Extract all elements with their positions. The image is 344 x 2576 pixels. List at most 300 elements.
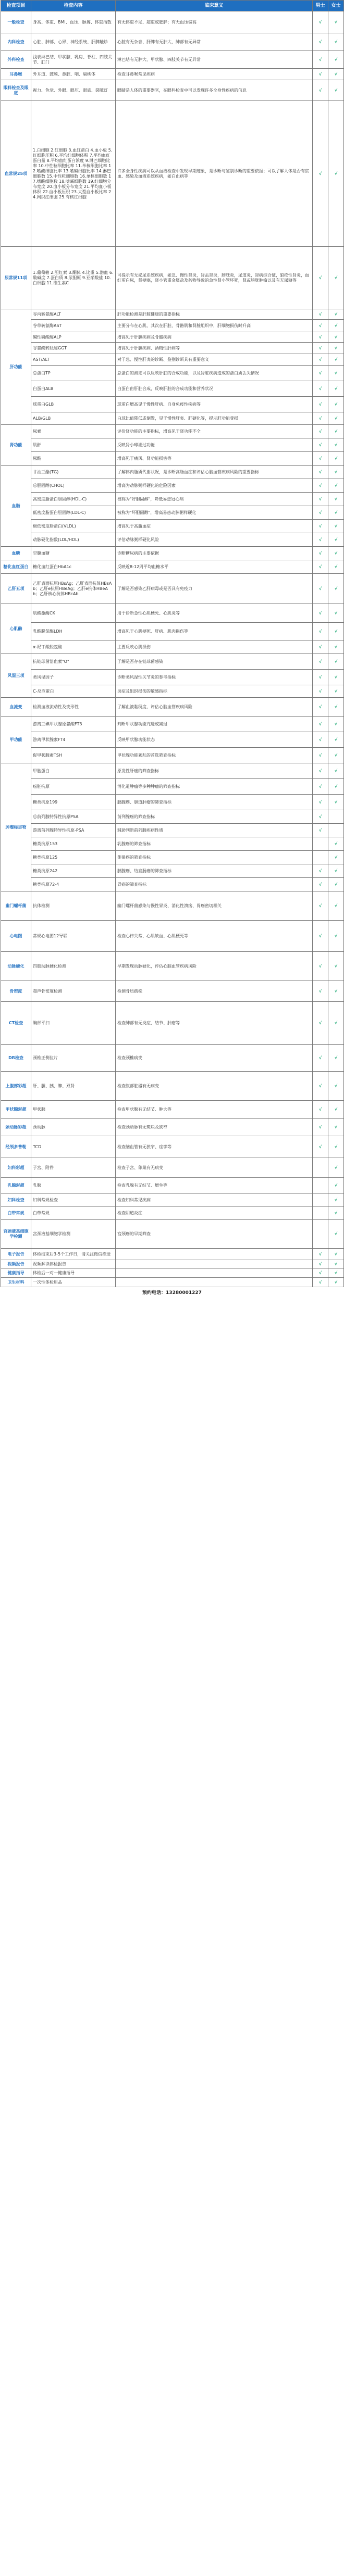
- meaning-cell: 增高见于痛风、肾功能损害等: [116, 452, 313, 466]
- male-mark-cell: √: [313, 732, 328, 748]
- meaning-cell: 淋巴结有无肿大、甲状腺、四肢关节有无异常: [116, 51, 313, 69]
- female-mark-cell: √: [328, 795, 344, 810]
- item-cell: 抗体检测: [31, 891, 116, 921]
- male-mark-cell: √: [313, 425, 328, 438]
- table-row: [1, 604, 344, 623]
- male-mark-cell: √: [313, 878, 328, 891]
- female-mark-cell: √: [328, 309, 344, 320]
- table-row: [1, 247, 344, 309]
- item-cell: 甲状腺: [31, 1101, 116, 1119]
- meaning-cell: 了解体内脂质代谢状况，是诊断高脂血症和评估心脑血管疾病风险的重要指标: [116, 466, 313, 479]
- category-cell: 甲状腺彩超: [1, 1101, 31, 1119]
- male-mark-cell: √: [313, 101, 328, 247]
- meaning-cell: 检查颈动脉有无斑块及狭窄: [116, 1119, 313, 1136]
- category-cell: 内科检查: [1, 33, 31, 51]
- male-mark-cell: √: [313, 452, 328, 466]
- table-row: [1, 547, 344, 560]
- female-mark-cell: √: [328, 604, 344, 623]
- meaning-cell: 评价肾功能的主要指标，增高见于肾功能不全: [116, 425, 313, 438]
- male-mark-cell: √: [313, 69, 328, 80]
- male-mark-cell: √: [313, 654, 328, 670]
- table-row: [1, 397, 344, 412]
- item-cell: 常规心电图12导联: [31, 921, 116, 952]
- table-row: [1, 1045, 344, 1072]
- female-mark-cell: √: [328, 748, 344, 763]
- table-row: [1, 810, 344, 824]
- item-cell: 颈椎正侧位片: [31, 1045, 116, 1072]
- table-row: [1, 1136, 344, 1158]
- meaning-cell: [116, 1278, 313, 1287]
- table-row: [1, 354, 344, 366]
- item-cell: 颈动脉: [31, 1119, 116, 1136]
- item-cell: 视频解读体检报告: [31, 1260, 116, 1268]
- category-cell: 血脂: [1, 466, 31, 547]
- female-mark-cell: √: [328, 574, 344, 604]
- meaning-cell: 白蛋白由肝脏合成，反映肝脏的合成功能和营养状况: [116, 381, 313, 397]
- category-cell: 动脉硬化: [1, 952, 31, 981]
- male-mark-cell: √: [313, 80, 328, 101]
- item-cell: 总胆固醇(CHOL): [31, 479, 116, 493]
- female-mark-cell: √: [328, 732, 344, 748]
- category-cell: 视频报告: [1, 1260, 31, 1268]
- table-row: [1, 381, 344, 397]
- table-row: [1, 33, 344, 51]
- table-row: [1, 795, 344, 810]
- item-cell: 外耳道、鼓膜、鼻腔、咽、扁桃体: [31, 69, 116, 80]
- female-mark-cell: √: [328, 685, 344, 698]
- female-mark-cell: √: [328, 493, 344, 506]
- meaning-cell: 反映肾小球滤过功能: [116, 438, 313, 452]
- header-female: 女士: [328, 1, 344, 11]
- male-mark-cell: √: [313, 412, 328, 425]
- item-cell: 甲胎蛋白: [31, 763, 116, 779]
- table-row: [1, 748, 344, 763]
- male-mark-cell: √: [313, 309, 328, 320]
- table-row: [1, 981, 344, 1002]
- item-cell: 总前列腺特异性抗原PSA: [31, 810, 116, 824]
- meaning-cell: 消化道肿瘤等多种肿瘤的筛查指标: [116, 779, 313, 795]
- table-row: [1, 1101, 344, 1119]
- male-mark-cell: √: [313, 1278, 328, 1287]
- meaning-cell: 检查妇科常见疾病: [116, 1193, 313, 1207]
- male-mark-cell: √: [313, 864, 328, 878]
- male-mark-cell: √: [313, 11, 328, 33]
- male-mark-cell: √: [313, 891, 328, 921]
- item-cell: 四肢动脉硬化检测: [31, 952, 116, 981]
- male-mark-cell: [313, 1207, 328, 1220]
- female-mark-cell: √: [328, 1220, 344, 1249]
- meaning-cell: 反映近8-12周平均血糖水平: [116, 560, 313, 574]
- category-cell: 乙肝五项: [1, 574, 31, 604]
- female-mark-cell: √: [328, 1119, 344, 1136]
- table-row: [1, 717, 344, 732]
- male-mark-cell: √: [313, 981, 328, 1002]
- table-row: [1, 69, 344, 80]
- male-mark-cell: √: [313, 795, 328, 810]
- male-mark-cell: √: [313, 824, 328, 837]
- female-mark-cell: √: [328, 479, 344, 493]
- male-mark-cell: √: [313, 560, 328, 574]
- male-mark-cell: √: [313, 533, 328, 547]
- table-header-row: [1, 1, 344, 11]
- item-cell: α-羟丁酸脱氢酶: [31, 640, 116, 654]
- meaning-cell: 增高见于心肌梗死、肝病、肌肉损伤等: [116, 623, 313, 640]
- female-mark-cell: √: [328, 332, 344, 343]
- item-cell: 体检结束后3-5个工作日，请关注微信推送: [31, 1249, 116, 1260]
- meaning-cell: 检查肺部有无炎症、结节、肿瘤等: [116, 1002, 313, 1045]
- male-mark-cell: √: [313, 717, 328, 732]
- female-mark-cell: √: [328, 717, 344, 732]
- female-mark-cell: √: [328, 506, 344, 520]
- male-mark-cell: √: [313, 1002, 328, 1045]
- table-row: [1, 864, 344, 878]
- male-mark-cell: √: [313, 366, 328, 381]
- female-mark-cell: √: [328, 343, 344, 354]
- meaning-cell: 辅助判断前列腺疾病性质: [116, 824, 313, 837]
- item-cell: 尿酸: [31, 452, 116, 466]
- item-cell: 超声骨密度检测: [31, 981, 116, 1002]
- meaning-cell: 检测骨质疏松: [116, 981, 313, 1002]
- meaning-cell: 评估动脉粥样硬化风险: [116, 533, 313, 547]
- table-row: [1, 438, 344, 452]
- category-cell: 妇科彩超: [1, 1158, 31, 1178]
- female-mark-cell: √: [328, 851, 344, 864]
- category-cell: 肿瘤标志物: [1, 763, 31, 891]
- item-cell: 游离甲状腺素FT4: [31, 732, 116, 748]
- table-row: [1, 51, 344, 69]
- table-row: [1, 320, 344, 332]
- male-mark-cell: [313, 851, 328, 864]
- female-mark-cell: √: [328, 11, 344, 33]
- meaning-cell: 检查乳腺有无结节、增生等: [116, 1178, 313, 1193]
- female-mark-cell: √: [328, 452, 344, 466]
- table-row: [1, 921, 344, 952]
- female-mark-cell: √: [328, 425, 344, 438]
- meaning-cell: 心脏有无杂音、肝脾有无肿大，肺部有无异常: [116, 33, 313, 51]
- item-cell: 身高、体重、BMI、血压、脉搏、体重指数: [31, 11, 116, 33]
- meaning-cell: 乳腺癌的筛查指标: [116, 837, 313, 851]
- table-row: [1, 366, 344, 381]
- meaning-cell: 眼睛是人体的重要器官，在眼科检查中可以发现许多全身性疾病的信息: [116, 80, 313, 101]
- table-row: [1, 1158, 344, 1178]
- item-cell: 高密度脂蛋白胆固醇(HDL-C): [31, 493, 116, 506]
- item-cell: AST/ALT: [31, 354, 116, 366]
- item-cell: 空腹血糖: [31, 547, 116, 560]
- female-mark-cell: √: [328, 654, 344, 670]
- item-cell: 极低密度脂蛋白(VLDL): [31, 520, 116, 533]
- table-row: [1, 670, 344, 685]
- male-mark-cell: √: [313, 670, 328, 685]
- table-row: [1, 1260, 344, 1268]
- table-row: [1, 732, 344, 748]
- category-cell: 眼科检查及眼底: [1, 80, 31, 101]
- female-mark-cell: √: [328, 547, 344, 560]
- meaning-cell: 反映甲状腺功能状态: [116, 732, 313, 748]
- female-mark-cell: √: [328, 1268, 344, 1278]
- checkup-table: [1, 0, 344, 1287]
- item-cell: 尿素: [31, 425, 116, 438]
- female-mark-cell: √: [328, 366, 344, 381]
- female-mark-cell: √: [328, 51, 344, 69]
- category-cell: 妇科检查: [1, 1193, 31, 1207]
- header-meaning: 临床意义: [116, 1, 313, 11]
- male-mark-cell: √: [313, 574, 328, 604]
- male-mark-cell: √: [313, 438, 328, 452]
- meaning-cell: 卵巢癌的筛查指标: [116, 851, 313, 864]
- meaning-cell: 检查阴道炎症: [116, 1207, 313, 1220]
- female-mark-cell: √: [328, 1260, 344, 1268]
- category-cell: 颈动脉彩超: [1, 1119, 31, 1136]
- category-cell: 幽门螺杆菌: [1, 891, 31, 921]
- female-mark-cell: √: [328, 952, 344, 981]
- table-row: [1, 952, 344, 981]
- meaning-cell: 主要分布在心肌，其次在肝脏、骨骼肌和肾脏组织中，肝细胞损伤时升高: [116, 320, 313, 332]
- category-cell: 肾功能: [1, 425, 31, 466]
- meaning-cell: 增高见于肝胆疾病及骨骼疾病: [116, 332, 313, 343]
- category-cell: 电子报告: [1, 1249, 31, 1260]
- meaning-cell: 检查甲状腺有无结节、肿大等: [116, 1101, 313, 1119]
- male-mark-cell: √: [313, 1260, 328, 1268]
- table-row: [1, 479, 344, 493]
- female-mark-cell: √: [328, 878, 344, 891]
- item-cell: 肌酸激酶CK: [31, 604, 116, 623]
- item-cell: 动脉硬化指数(LDL/HDL): [31, 533, 116, 547]
- table-row: [1, 878, 344, 891]
- male-mark-cell: √: [313, 1101, 328, 1119]
- item-cell: 浅表淋巴结、甲状腺、乳房、脊柱、四肢关节、肛门: [31, 51, 116, 69]
- item-cell: 体检后一对一健康指导: [31, 1268, 116, 1278]
- item-cell: 糖化血红蛋白HbA1c: [31, 560, 116, 574]
- meaning-cell: 肝功能检测是肝脏健康的重要指标: [116, 309, 313, 320]
- item-cell: 肌酐: [31, 438, 116, 452]
- table-row: [1, 101, 344, 247]
- female-mark-cell: [328, 810, 344, 824]
- item-cell: 白蛋白ALB: [31, 381, 116, 397]
- category-cell: 尿常规11项: [1, 247, 31, 309]
- category-cell: 宫颈液基细胞学检测: [1, 1220, 31, 1249]
- female-mark-cell: √: [328, 560, 344, 574]
- table-row: [1, 1119, 344, 1136]
- table-row: [1, 425, 344, 438]
- meaning-cell: [116, 1260, 313, 1268]
- item-cell: 甘油三酯(TG): [31, 466, 116, 479]
- table-body: [1, 11, 344, 1287]
- male-mark-cell: √: [313, 354, 328, 366]
- meaning-cell: 胃癌的筛查指标: [116, 878, 313, 891]
- meaning-cell: 早期发现动脉硬化，评估心脑血管疾病风险: [116, 952, 313, 981]
- table-row: [1, 1249, 344, 1260]
- category-cell: 骨密度: [1, 981, 31, 1002]
- male-mark-cell: √: [313, 1136, 328, 1158]
- female-mark-cell: √: [328, 763, 344, 779]
- table-row: [1, 779, 344, 795]
- female-mark-cell: √: [328, 69, 344, 80]
- female-mark-cell: √: [328, 80, 344, 101]
- meaning-cell: 总蛋白的测定可以反映肝脏的合成功能，以及肾脏疾病造成的蛋白质丢失情况: [116, 366, 313, 381]
- header-male: 男士: [313, 1, 328, 11]
- category-cell: CT检查: [1, 1002, 31, 1045]
- male-mark-cell: √: [313, 506, 328, 520]
- meaning-cell: 前列腺癌的筛查指标: [116, 810, 313, 824]
- item-cell: 糖类抗原199: [31, 795, 116, 810]
- female-mark-cell: √: [328, 412, 344, 425]
- table-row: [1, 560, 344, 574]
- header-category: 检查项目: [1, 1, 31, 11]
- category-cell: 外科检查: [1, 51, 31, 69]
- category-cell: 血流变: [1, 698, 31, 717]
- female-mark-cell: √: [328, 1249, 344, 1260]
- category-cell: 卫生材料: [1, 1278, 31, 1287]
- table-row: [1, 1178, 344, 1193]
- header-item: 检查内容: [31, 1, 116, 11]
- meaning-cell: 检查子宫、卵巢有无病变: [116, 1158, 313, 1178]
- female-mark-cell: √: [328, 1207, 344, 1220]
- male-mark-cell: √: [313, 547, 328, 560]
- female-mark-cell: √: [328, 1158, 344, 1178]
- booking-hotline: 预约电话：13280001227: [142, 1290, 202, 1296]
- female-mark-cell: √: [328, 101, 344, 247]
- meaning-cell: 被称为"好胆固醇"，降低易患冠心病: [116, 493, 313, 506]
- male-mark-cell: [313, 1178, 328, 1193]
- male-mark-cell: √: [313, 247, 328, 309]
- male-mark-cell: √: [313, 1119, 328, 1136]
- meaning-cell: 了解是否感染乙肝病毒或是否具有免疫力: [116, 574, 313, 604]
- male-mark-cell: [313, 1158, 328, 1178]
- meaning-cell: 原发性肝癌的筛查指标: [116, 763, 313, 779]
- male-mark-cell: √: [313, 623, 328, 640]
- item-cell: 糖类抗原153: [31, 837, 116, 851]
- meaning-cell: 球蛋白增高见于慢性肝病、自身免疫性疾病等: [116, 397, 313, 412]
- table-row: [1, 80, 344, 101]
- male-mark-cell: √: [313, 763, 328, 779]
- male-mark-cell: √: [313, 748, 328, 763]
- table-row: [1, 1220, 344, 1249]
- item-cell: 抗链球菌溶血素"O": [31, 654, 116, 670]
- table-row: [1, 1072, 344, 1101]
- meaning-cell: 胰腺癌、胆道肿瘤的筛查指标: [116, 795, 313, 810]
- meaning-cell: 判断甲状腺功能亢进或减退: [116, 717, 313, 732]
- male-mark-cell: √: [313, 320, 328, 332]
- item-cell: TCD: [31, 1136, 116, 1158]
- item-cell: 乳酸脱氢酶LDH: [31, 623, 116, 640]
- table-row: [1, 640, 344, 654]
- table-row: [1, 332, 344, 343]
- category-cell: 血糖: [1, 547, 31, 560]
- table-row: [1, 506, 344, 520]
- female-mark-cell: √: [328, 320, 344, 332]
- meaning-cell: 检查耳鼻喉常见疾病: [116, 69, 313, 80]
- female-mark-cell: √: [328, 921, 344, 952]
- female-mark-cell: √: [328, 354, 344, 366]
- item-cell: 癌胚抗原: [31, 779, 116, 795]
- female-mark-cell: √: [328, 1002, 344, 1045]
- male-mark-cell: √: [313, 779, 328, 795]
- meaning-cell: 诊断糖尿病的主要依据: [116, 547, 313, 560]
- female-mark-cell: √: [328, 1072, 344, 1101]
- item-cell: 游离三碘甲状腺原氨酸FT3: [31, 717, 116, 732]
- female-mark-cell: √: [328, 864, 344, 878]
- male-mark-cell: √: [313, 810, 328, 824]
- table-row: [1, 654, 344, 670]
- meaning-cell: [116, 1249, 313, 1260]
- category-cell: 血常规25项: [1, 101, 31, 247]
- female-mark-cell: √: [328, 981, 344, 1002]
- item-cell: 碱性磷酸酶ALP: [31, 332, 116, 343]
- item-cell: 一次性体检用品: [31, 1278, 116, 1287]
- item-cell: 低密度脂蛋白胆固醇(LDL-C): [31, 506, 116, 520]
- category-cell: 糖化血红蛋白: [1, 560, 31, 574]
- table-row: [1, 412, 344, 425]
- item-cell: ALB/GLB: [31, 412, 116, 425]
- item-cell: 检测血液流动性及变形性: [31, 698, 116, 717]
- male-mark-cell: [313, 1193, 328, 1207]
- item-cell: 促甲状腺素TSH: [31, 748, 116, 763]
- item-cell: 糖类抗原72-4: [31, 878, 116, 891]
- female-mark-cell: √: [328, 438, 344, 452]
- item-cell: 糖类抗原242: [31, 864, 116, 878]
- female-mark-cell: √: [328, 670, 344, 685]
- item-cell: 妇科常规检查: [31, 1193, 116, 1207]
- meaning-cell: 有无体重不足、超重或肥胖；有无血压偏高: [116, 11, 313, 33]
- female-mark-cell: √: [328, 466, 344, 479]
- category-cell: 一般检查: [1, 11, 31, 33]
- item-cell: 谷丙转氨酶ALT: [31, 309, 116, 320]
- meaning-cell: 增高见于肝胆疾病、酒精性肝病等: [116, 343, 313, 354]
- meaning-cell: 检查脑血管有无狭窄、痉挛等: [116, 1136, 313, 1158]
- meaning-cell: 幽门螺杆菌感染与慢性胃炎、消化性溃疡、胃癌密切相关: [116, 891, 313, 921]
- male-mark-cell: √: [313, 1045, 328, 1072]
- male-mark-cell: √: [313, 397, 328, 412]
- female-mark-cell: √: [328, 1136, 344, 1158]
- item-cell: 乳腺: [31, 1178, 116, 1193]
- item-cell: 谷草转氨酶AST: [31, 320, 116, 332]
- meaning-cell: 宫颈癌的早期筛查: [116, 1220, 313, 1249]
- female-mark-cell: √: [328, 397, 344, 412]
- table-row: [1, 1268, 344, 1278]
- table-row: [1, 343, 344, 354]
- meaning-cell: 对于急、慢性肝炎的诊断、鉴别诊断具有重要意义: [116, 354, 313, 366]
- item-cell: 游离前列腺特异性抗原-PSA: [31, 824, 116, 837]
- table-row: [1, 891, 344, 921]
- male-mark-cell: √: [313, 343, 328, 354]
- female-mark-cell: √: [328, 1278, 344, 1287]
- female-mark-cell: √: [328, 1101, 344, 1119]
- meaning-cell: 检查颈椎病变: [116, 1045, 313, 1072]
- meaning-cell: 诊断类风湿性关节炎的参考指标: [116, 670, 313, 685]
- table-row: [1, 1207, 344, 1220]
- table-row: [1, 533, 344, 547]
- table-row: [1, 520, 344, 533]
- meaning-cell: 白球比值降低或倒置，见于慢性肝炎、肝硬化等，提示肝功能受损: [116, 412, 313, 425]
- item-cell: 肝、胆、胰、脾、双肾: [31, 1072, 116, 1101]
- meaning-cell: 炎症及组织损伤的敏感指标: [116, 685, 313, 698]
- table-row: [1, 466, 344, 479]
- male-mark-cell: √: [313, 698, 328, 717]
- female-mark-cell: √: [328, 623, 344, 640]
- category-cell: 心肌酶: [1, 604, 31, 654]
- male-mark-cell: √: [313, 466, 328, 479]
- male-mark-cell: √: [313, 640, 328, 654]
- female-mark-cell: √: [328, 520, 344, 533]
- item-cell: 白带常规: [31, 1207, 116, 1220]
- female-mark-cell: √: [328, 1045, 344, 1072]
- table-row: [1, 824, 344, 837]
- item-cell: 球蛋白GLB: [31, 397, 116, 412]
- meaning-cell: 增高为动脉粥样硬化的危险因素: [116, 479, 313, 493]
- meaning-cell: 用于诊断急性心肌梗死、心肌炎等: [116, 604, 313, 623]
- item-cell: 视力、色觉、外眼、眼压、眼底、裂隙灯: [31, 80, 116, 101]
- category-cell: 白带常规: [1, 1207, 31, 1220]
